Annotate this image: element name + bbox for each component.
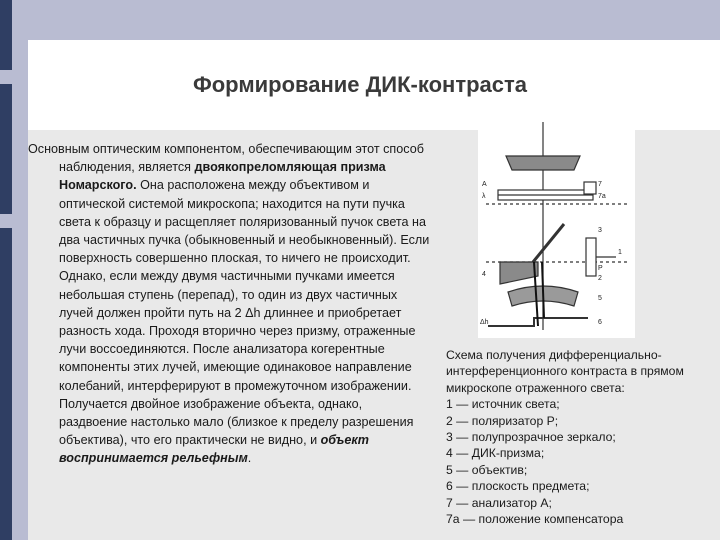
caption-line: 7 — анализатор A; (446, 495, 552, 510)
label-a: A (482, 181, 487, 188)
label-3: 3 (598, 227, 602, 234)
label-7: 7 (598, 181, 602, 188)
caption-line: микроскопе отраженного света: (446, 380, 625, 395)
caption-line: 2 — поляризатор P; (446, 413, 559, 428)
dic-scheme-svg (478, 120, 635, 338)
compensator-plate (584, 182, 596, 194)
label-lambda: λ (482, 193, 486, 200)
body-part-2: Она расположена между объективом и оптической системой микроскопа; находится на пути пучка света к образцу и расщепляет поляризованный пучок света на два частичных пучка (обыкновенный и необыкновенный). Если поверхность совершенно плоская, то ничего не происходит. Однако, если между двумя частичными пучками имеется небольшая ступень (перепад), то один из двух частичных лучей должен пройти путь на 2 Δh длиннее и приобретает разность хода. Проходя вторично через призму, отраженные лучи воссоединяются. После анализатора когерентные компоненты этих лучей, имеющие одинаковое направление колебаний, интерферируют в промежуточном изображении. Получается двойное изображение объекта, однако, раздвоение настолько мало (близкое к пределу разрешения объектива), что его практически не видно, и (59, 178, 430, 448)
label-1: 1 (618, 249, 622, 256)
left-accent-bar (0, 228, 12, 540)
label-4: 4 (482, 271, 486, 278)
body-text (28, 140, 432, 468)
body-bold-1: двоякопреломляющая призма Номарского. (59, 160, 386, 193)
label-2: 2 (598, 275, 602, 282)
caption-line: 5 — объектив; (446, 462, 528, 477)
body-bold-2: объект воспринимается рельефным (59, 433, 369, 466)
diagram-caption (446, 347, 716, 527)
ray-line (542, 262, 544, 318)
label-p: P (598, 265, 603, 272)
caption-line: 3 — полупрозрачное зеркало; (446, 430, 616, 445)
caption-line: Схема получения дифференциально- (446, 348, 662, 362)
caption-line: 1 — источник света; (446, 397, 560, 412)
slide-title: Формирование ДИК-контраста (192, 72, 528, 97)
label-7a: 7a (598, 193, 606, 200)
caption-line: 7а — положение компенсатора (446, 512, 624, 527)
body-part-1: Основным оптическим компонентом, обеспечивающим этот способ наблюдения, является (28, 142, 424, 175)
body-paragraph (28, 140, 432, 468)
label-5: 5 (598, 295, 602, 302)
caption-line: 6 — плоскость предмета; (446, 479, 590, 494)
polarizer-plate (586, 238, 596, 276)
caption-line: 4 — ДИК-призма; (446, 446, 545, 461)
dic-prism (500, 262, 538, 284)
upper-lens (506, 156, 580, 170)
left-accent-bar (0, 84, 12, 214)
label-dh: Δh (480, 319, 489, 326)
body-part-3: . (247, 451, 252, 466)
dic-scheme-diagram (478, 120, 635, 338)
label-6: 6 (598, 319, 602, 326)
caption-line: интерференционного контраста в прямом (446, 364, 684, 379)
left-accent-bar (0, 0, 12, 70)
